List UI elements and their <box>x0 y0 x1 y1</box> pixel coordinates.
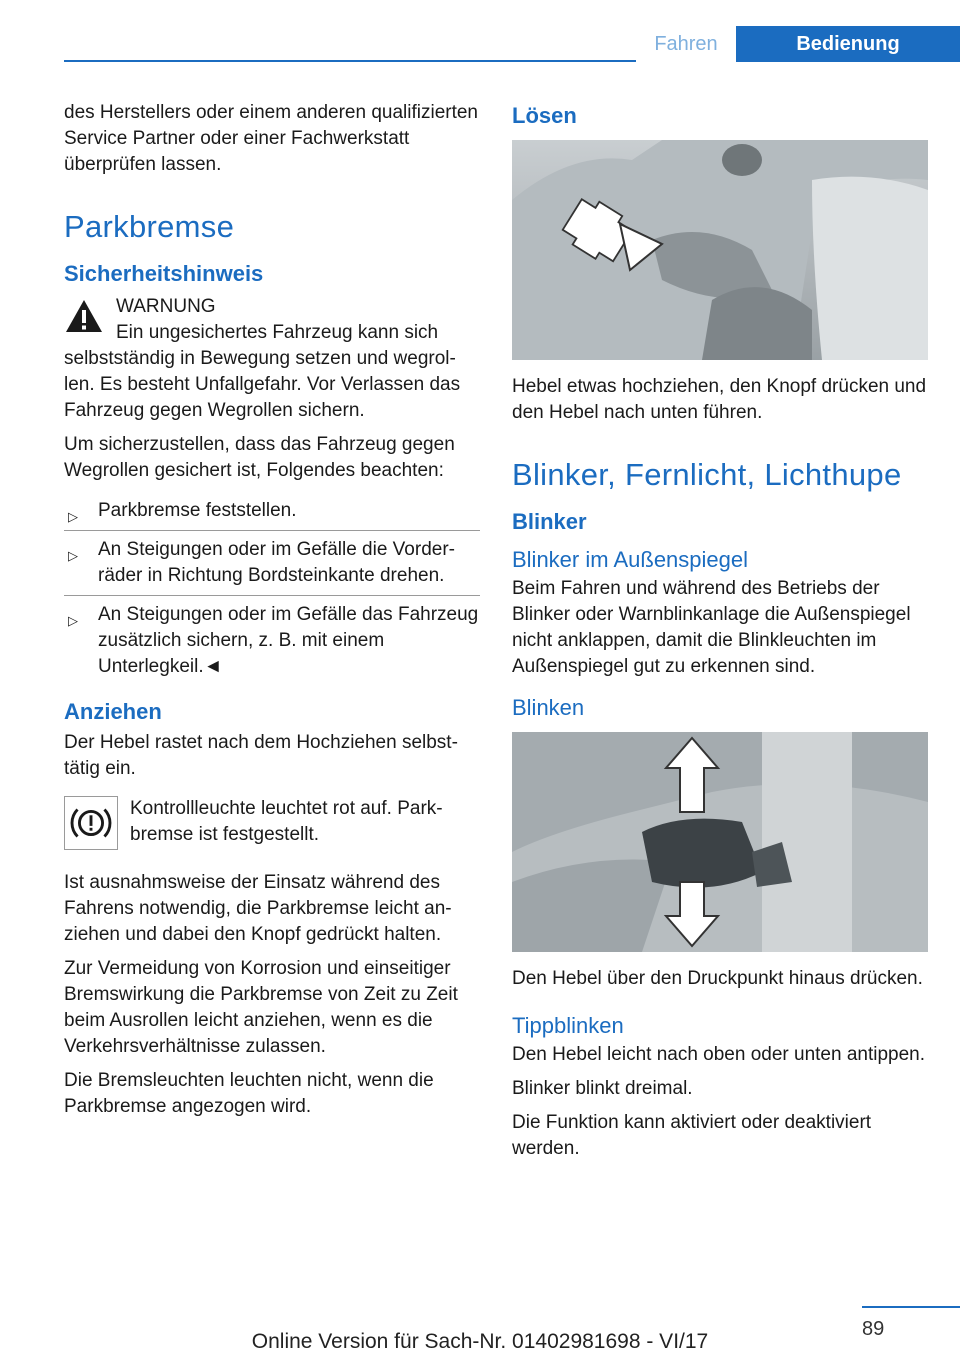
right-column <box>512 100 928 1170</box>
heading-blinken: Blinken <box>512 695 585 720</box>
paragraph-1: Ist ausnahmsweise der Einsatz während des Fahrens notwendig, die Parkbremse leicht anziehen und dabei den Knopf gedrückt halten. <box>64 872 452 945</box>
parking-brake-indicator-icon <box>64 796 118 850</box>
tab-bedienung[interactable]: Bedienung <box>736 26 960 62</box>
tipp-text-3: Die Funktion kann aktiviert oder deaktiviert werden. <box>512 1112 872 1159</box>
online-version-footer: Online Version für Sach-Nr. 01402981698 - VI/17 <box>251 1330 709 1353</box>
ensure-text: Um sicherzustellen, dass das Fahrzeug gegen Wegrollen gesichert ist, Folgendes beachten: <box>64 434 455 481</box>
bullet-list <box>64 492 480 686</box>
list-item: ▷ Parkbremse feststellen. <box>64 492 480 530</box>
paragraph-2: Zur Vermeidung von Korrosion und einseitiger Bremswirkung die Parkbremse von Zeit zu Zeit beim Ausrollen leicht anziehen, wenn es die Verkehrsverhältnisse zulassen. <box>64 958 458 1057</box>
heading-sicherheitshinweis: Sicherheitshinweis <box>64 261 264 286</box>
tipp-text-2: Blinker blinkt dreimal. <box>512 1078 693 1099</box>
triangle-bullet-icon: ▷ <box>68 509 78 524</box>
triangle-bullet-icon: ▷ <box>68 613 78 628</box>
parking-brake-lever-image <box>512 140 928 360</box>
blinken-text: Den Hebel über den Druckpunkt hinaus drücken. <box>512 968 923 989</box>
warning-title: WARNUNG <box>116 296 216 317</box>
paragraph-3: Die Bremsleuchten leuchten nicht, wenn die Parkbremse angezogen wird. <box>64 1070 434 1117</box>
warning-block <box>64 294 480 424</box>
loesen-text: Hebel etwas hochziehen, den Knopf drücken und den Hebel nach unten führen. <box>512 376 927 423</box>
tab-fahren[interactable]: Fahren <box>636 26 736 62</box>
tipp-text: Den Hebel leicht nach oben oder unten antippen. <box>512 1044 926 1065</box>
list-item: ▷ An Steigungen oder im Gefälle die Vorderräder in Richtung Bordsteinkante drehen. <box>64 530 480 595</box>
intro-text: des Herstellers oder einem anderen qualifizierten Service Partner oder einer Fachwerkstatt überprüfen lassen. <box>64 102 479 175</box>
heading-blinker-im-aussenspiegel: Blinker im Außenspiegel <box>512 547 749 572</box>
page-number: 89 <box>862 1318 885 1340</box>
warning-triangle-icon <box>64 298 104 334</box>
indicator-block <box>64 796 480 856</box>
heading-blinker: Blinker <box>512 509 587 534</box>
indicator-text: Kontrollleuchte leuchtet rot auf. Parkbremse ist festgestellt. <box>130 798 443 845</box>
left-column <box>64 100 480 1128</box>
page-number-rule <box>862 1306 960 1308</box>
heading-loesen: Lösen <box>512 103 577 128</box>
list-item: ▷ An Steigungen oder im Gefälle das Fahrzeug zusätzlich sichern, z. B. mit einem Unterlegkeil.◄ <box>64 595 480 686</box>
warning-text: Ein ungesichertes Fahrzeug kann sich selbstständig in Bewegung setzen und wegrollen. Es besteht Unfallgefahr. Vor Verlassen das Fahrzeug gegen Wegrollen sichern. <box>64 322 461 421</box>
heading-anziehen: Anziehen <box>64 699 162 724</box>
anziehen-text: Der Hebel rastet nach dem Hochziehen selbsttätig ein. <box>64 732 458 779</box>
mirror-text: Beim Fahren und während des Betriebs der Blinker oder Warnblinkanlage die Außenspiegel nicht anklappen, damit die Blinkleuchten im Außenspiegel gut zu erkennen sind. <box>512 578 911 677</box>
heading-tippblinken: Tippblinken <box>512 1013 624 1038</box>
section-title-parkbremse: Parkbremse <box>64 209 235 244</box>
turn-signal-lever-image <box>512 732 928 952</box>
triangle-bullet-icon: ▷ <box>68 548 78 563</box>
section-title-blinker: Blinker, Fernlicht, Lichthupe <box>512 457 902 492</box>
